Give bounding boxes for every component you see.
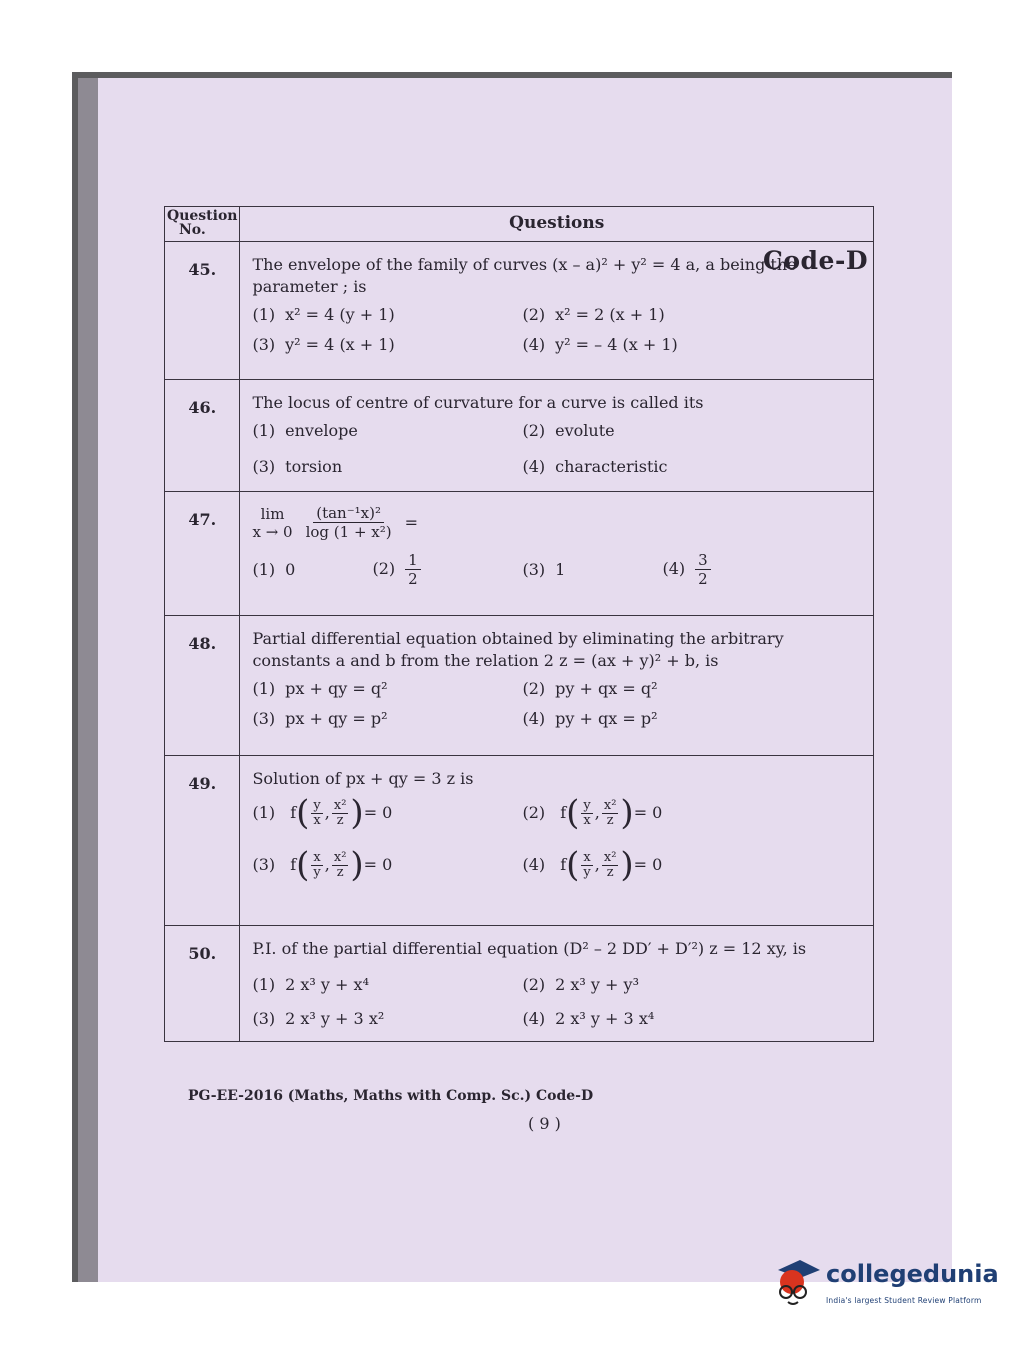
option-3: (3) torsion — [252, 457, 343, 476]
option-2: (2) x² = 2 (x + 1) — [522, 305, 665, 324]
question-number: 47. — [165, 492, 240, 616]
question-row — [165, 242, 874, 380]
limit-expression: lim x → 0 $\frac{\text{(tan⁻¹x)²}}{\text{log (1 + x²)}}$ = — [252, 504, 419, 541]
col-questions: Questions — [240, 207, 874, 242]
option-1: (1) envelope — [252, 421, 358, 440]
questions-table — [164, 206, 874, 1042]
option-2: (2) py + qx = q² — [522, 679, 658, 698]
option-4: (4) characteristic — [522, 457, 668, 476]
collegedunia-logo — [768, 1252, 998, 1312]
logo-tagline: India's largest Student Review Platform — [826, 1296, 982, 1305]
option-4: (4) $\frac{3}{2}$ — [662, 551, 865, 588]
page-number: ( 9 ) — [528, 1114, 561, 1133]
question-row — [165, 756, 874, 926]
question-number: 48. — [165, 616, 240, 756]
option-1: (1) 2 x³ y + x⁴ — [252, 975, 369, 994]
question-stem: Partial differential equation obtained by eliminating the arbitrary constants a and b from the relation 2 z = (ax + y)² + b, is — [252, 629, 784, 670]
option-1: (1) x² = 4 (y + 1) — [252, 305, 395, 324]
paper-edge — [78, 78, 98, 1282]
col-question-no: Question No. — [165, 207, 240, 242]
option-3: (3) px + qy = p² — [252, 709, 388, 728]
option-1: (1) px + qy = q² — [252, 679, 388, 698]
option-2: (2) evolute — [522, 421, 615, 440]
option-4: (4) py + qx = p² — [522, 709, 658, 728]
question-number: 49. — [165, 756, 240, 926]
question-stem: The locus of centre of curvature for a curve is called its — [252, 393, 704, 412]
option-1: (1) 0 — [252, 559, 296, 579]
option-4: (4) y² = – 4 (x + 1) — [522, 335, 678, 354]
question-number: 45. — [165, 242, 240, 380]
footer-code: PG-EE-2016 (Maths, Maths with Comp. Sc.) Code-D — [188, 1088, 594, 1104]
page-code: Code-D — [762, 246, 868, 275]
exam-page — [98, 78, 952, 1282]
mascot-icon — [768, 1252, 824, 1312]
question-row — [165, 492, 874, 616]
question-number: 50. — [165, 926, 240, 1042]
option-3: (3) f ( $\frac{x}{y}$ , $\frac{\text{x²}}{z}$ ) = 0 — [252, 845, 393, 885]
question-stem: The envelope of the family of curves (x – a)² + y² = 4 a, a being the parameter ; is — [252, 255, 797, 296]
option-2: (2) f ( $\frac{y}{x}$ , $\frac{\text{x²}}{z}$ ) = 0 — [522, 793, 663, 833]
option-4: (4) f ( $\frac{x}{y}$ , $\frac{\text{x²}}{z}$ ) = 0 — [522, 845, 663, 885]
question-stem: Solution of px + qy = 3 z is — [252, 769, 474, 788]
option-2: (2) 2 x³ y + y³ — [522, 975, 639, 994]
question-row — [165, 926, 874, 1042]
question-row — [165, 616, 874, 756]
option-3: (3) y² = 4 (x + 1) — [252, 335, 395, 354]
question-number: 46. — [165, 380, 240, 492]
option-2: (2) $\frac{1}{2}$ — [372, 551, 522, 588]
option-3: (3) 1 — [522, 559, 566, 579]
option-1: (1) f ( $\frac{y}{x}$ , $\frac{\text{x²}}{z}$ ) = 0 — [252, 793, 393, 833]
table-header-row — [165, 207, 874, 242]
question-row — [165, 380, 874, 492]
option-3: (3) 2 x³ y + 3 x² — [252, 1009, 385, 1028]
question-stem: P.I. of the partial differential equation (D² – 2 DD′ + D′²) z = 12 xy, is — [252, 939, 807, 958]
logo-wordmark: collegedunia — [826, 1260, 999, 1288]
option-4: (4) 2 x³ y + 3 x⁴ — [522, 1009, 655, 1028]
